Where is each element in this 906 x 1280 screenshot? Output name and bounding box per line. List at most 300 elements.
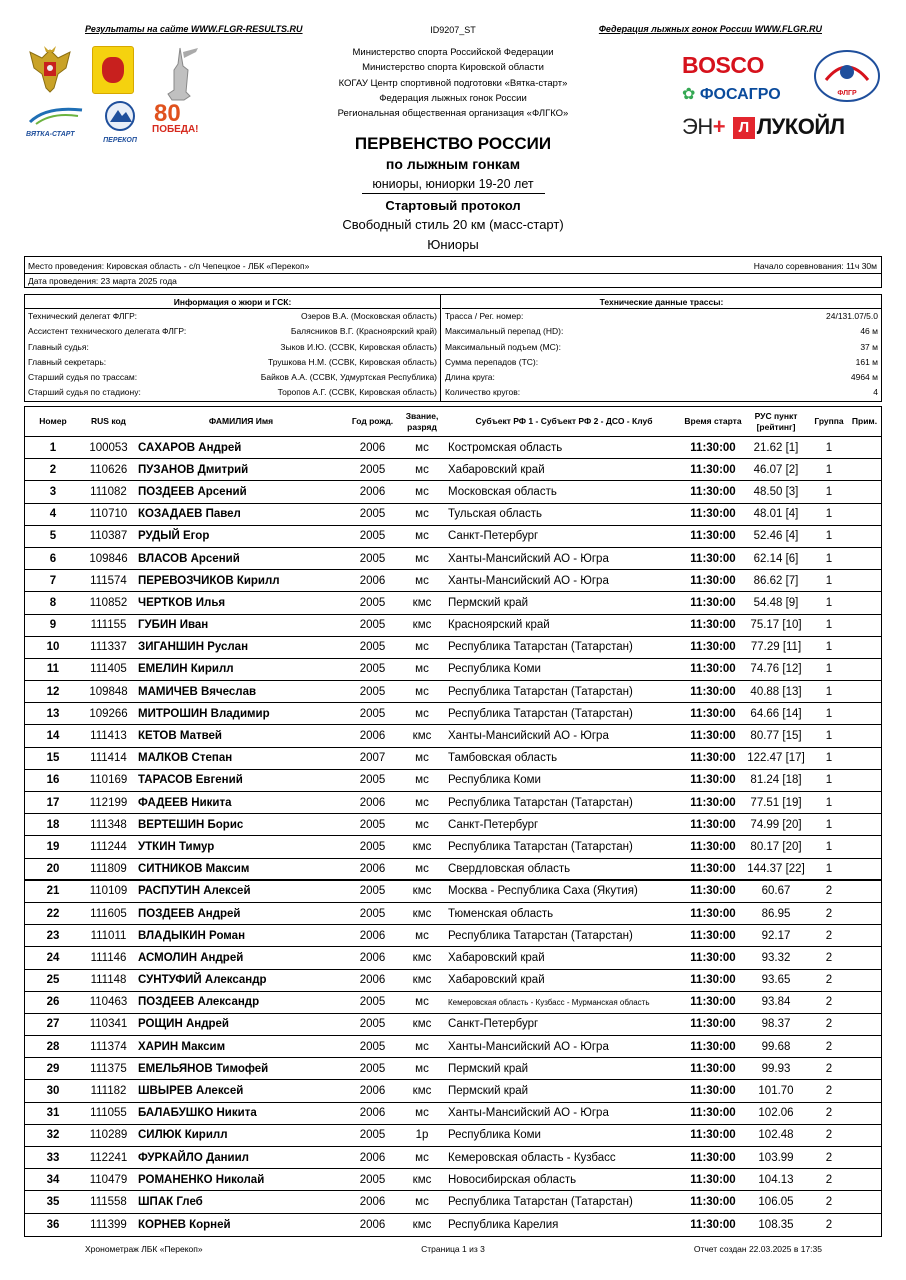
track-label: Максимальный перепад (HD): (445, 326, 564, 337)
birth-year-cell: 2005 (359, 1173, 386, 1186)
header-time: Время старта (684, 416, 742, 426)
bib-number-cell: 6 (49, 552, 57, 565)
start-group-cell: 2 (825, 1151, 833, 1164)
birth-year-cell: 2006 (359, 1218, 386, 1231)
start-group-cell: 1 (825, 663, 833, 676)
athlete-name-cell: РУДЫЙ Егор (138, 530, 210, 543)
rus-code-cell: 111055 (90, 1107, 127, 1120)
rus-points-cell: 80.77 [15] (750, 730, 802, 743)
start-group-cell: 2 (825, 1040, 833, 1053)
birth-year-cell: 2005 (359, 685, 386, 698)
organizer-line: Федерация лыжных гонок России (379, 92, 527, 104)
birth-year-cell: 2006 (359, 730, 386, 743)
birth-year-cell: 2006 (359, 574, 386, 587)
protocol-title: Стартовый протокол (385, 198, 521, 213)
start-group-cell: 2 (825, 929, 833, 942)
rus-points-cell: 101.70 (758, 1085, 794, 1098)
rus-code-cell: 111244 (90, 840, 127, 853)
birth-year-cell: 2006 (359, 862, 386, 875)
region-club-cell: Ханты-Мансийский АО - Югра (448, 574, 609, 587)
header-year: Год рожд. (351, 416, 394, 426)
athlete-name-cell: МАМИЧЕВ Вячеслав (138, 685, 257, 698)
start-group-cell: 2 (825, 996, 833, 1009)
rus-code-cell: 109266 (89, 707, 128, 720)
sport-rank-cell: кмс (412, 1018, 432, 1031)
birth-year-cell: 2005 (359, 596, 386, 609)
track-value: 4 (873, 387, 878, 398)
rus-points-cell: 62.14 [6] (753, 552, 799, 565)
sport-rank-cell: мс (415, 996, 429, 1009)
region-club-cell: Республика Татарстан (Татарстан) (448, 796, 633, 809)
region-club-cell: Республика Татарстан (Татарстан) (448, 840, 633, 853)
region-club-cell: Ханты-Мансийский АО - Югра (448, 1040, 609, 1053)
rus-points-cell: 46.07 [2] (753, 463, 799, 476)
rus-code-cell: 111374 (90, 1040, 127, 1053)
start-time-cell: 11:30:00 (690, 929, 736, 942)
athlete-name-cell: СИТНИКОВ Максим (138, 862, 250, 875)
start-time-cell: 11:30:00 (690, 530, 736, 543)
rus-points-cell: 75.17 [10] (750, 619, 802, 632)
athlete-name-cell: ШВЫРЕВ Алексей (138, 1085, 244, 1098)
bib-number-cell: 21 (46, 885, 60, 898)
rus-code-cell: 111399 (90, 1218, 127, 1231)
track-label: Длина круга: (445, 372, 495, 383)
header-rus: RUS код (91, 416, 126, 426)
bib-number-cell: 22 (46, 907, 60, 920)
athlete-name-cell: ПОЗДЕЕВ Андрей (138, 907, 241, 920)
jury-label: Главный судья: (28, 341, 89, 352)
jury-track-info (24, 294, 882, 402)
rus-code-cell: 110169 (89, 774, 128, 787)
rus-code-cell: 112199 (89, 796, 128, 809)
sport-rank-cell: кмс (412, 619, 432, 632)
jury-value: Балясников В.Г. (Красноярский край) (290, 326, 437, 337)
sport-rank-cell: мс (415, 530, 429, 543)
track-value: 37 м (860, 341, 878, 352)
start-group-cell: 2 (825, 1218, 833, 1231)
discipline-title: Свободный стиль 20 км (масс-старт) (342, 217, 564, 232)
table-row (25, 1169, 881, 1191)
track-value: 46 м (860, 326, 878, 337)
region-club-cell: Москва - Республика Саха (Якутия) (448, 885, 638, 898)
vyatka-label: ВЯТКА-СТАРТ (26, 131, 75, 138)
athlete-name-cell: ХАРИН Максим (138, 1040, 226, 1053)
athlete-name-cell: РОЩИН Андрей (138, 1018, 229, 1031)
bib-number-cell: 36 (46, 1218, 60, 1231)
sport-rank-cell: 1р (415, 1129, 429, 1142)
start-time-cell: 11:30:00 (690, 885, 736, 898)
birth-year-cell: 2006 (359, 485, 386, 498)
header-region: Субъект РФ 1 - Субъект РФ 2 - ДСО - Клуб (475, 416, 653, 426)
region-club-cell: Санкт-Петербург (448, 818, 539, 831)
rus-code-cell: 110852 (89, 596, 128, 609)
start-group-cell: 1 (825, 707, 833, 720)
venue-date: Дата проведения: 23 марта 2025 года (28, 276, 177, 286)
rus-points-cell: 77.51 [19] (750, 796, 802, 809)
table-row (25, 792, 881, 814)
bosco-logo: BOSCO (682, 52, 764, 78)
rus-points-cell: 80.17 [20] (750, 840, 802, 853)
birth-year-cell: 2005 (359, 552, 386, 565)
athlete-name-cell: ФАДЕЕВ Никита (138, 796, 232, 809)
rus-code-cell: 111155 (90, 619, 127, 632)
header-points: РУС пункт [рейтинг] (754, 410, 798, 432)
region-club-cell: Республика Коми (448, 663, 541, 676)
rus-points-cell: 106.05 (758, 1195, 794, 1208)
start-time-cell: 11:30:00 (690, 596, 736, 609)
athlete-name-cell: РОМАНЕНКО Николай (138, 1173, 265, 1186)
track-label: Количество кругов: (445, 387, 521, 398)
rus-points-cell: 93.65 (761, 974, 791, 987)
region-club-cell: Хабаровский край (448, 463, 545, 476)
region-club-cell: Тамбовская область (448, 752, 558, 765)
track-row (442, 324, 881, 339)
table-row (25, 725, 881, 747)
jury-row (25, 340, 440, 355)
rus-code-cell: 111809 (90, 862, 127, 875)
rus-points-cell: 122.47 [17] (747, 752, 805, 765)
region-club-cell: Республика Коми (448, 774, 541, 787)
athlete-name-cell: ВЛАДЫКИН Роман (138, 929, 246, 942)
footer-page-number: Страница 1 из 3 (421, 1244, 485, 1254)
birth-year-cell: 2005 (359, 1040, 386, 1053)
sport-rank-cell: кмс (412, 907, 432, 920)
region-club-cell: Ханты-Мансийский АО - Югра (448, 730, 609, 743)
rus-code-cell: 110109 (89, 885, 128, 898)
start-time-cell: 11:30:00 (690, 730, 736, 743)
document-id: ID9207_ST (430, 25, 476, 35)
birth-year-cell: 2005 (359, 1062, 386, 1075)
rus-code-cell: 111375 (90, 1062, 127, 1075)
header-rank: Звание, разряд (405, 410, 439, 432)
rus-code-cell: 110463 (89, 996, 128, 1009)
table-row (25, 947, 881, 969)
birth-year-cell: 2005 (359, 1018, 386, 1031)
athlete-name-cell: ВЛАСОВ Арсений (138, 552, 240, 565)
rus-points-cell: 74.99 [20] (750, 818, 802, 831)
bib-number-cell: 26 (46, 996, 60, 1009)
athlete-name-cell: ЗИГАНШИН Руслан (138, 641, 249, 654)
start-time-cell: 11:30:00 (690, 951, 736, 964)
start-time-cell: 11:30:00 (690, 1218, 736, 1231)
table-row (25, 703, 881, 725)
start-group-cell: 2 (825, 1173, 833, 1186)
start-group-cell: 2 (825, 1018, 833, 1031)
sport-rank-cell: мс (415, 1107, 429, 1120)
rus-code-cell: 110479 (89, 1173, 128, 1186)
rus-code-cell: 109846 (89, 552, 128, 565)
start-group-cell: 2 (825, 951, 833, 964)
region-club-cell: Санкт-Петербург (448, 530, 539, 543)
table-row (25, 481, 881, 503)
region-club-cell: Новосибирская область (448, 1173, 577, 1186)
track-row (442, 355, 881, 370)
jury-row (25, 324, 440, 339)
bib-number-cell: 13 (46, 707, 60, 720)
sport-rank-cell: кмс (412, 840, 432, 853)
rus-points-cell: 99.68 (761, 1040, 791, 1053)
bib-number-cell: 32 (46, 1129, 60, 1142)
jury-value: Торопов А.Г. (ССВК, Кировская область) (277, 387, 437, 398)
table-row (25, 1058, 881, 1080)
sport-rank-cell: мс (415, 774, 429, 787)
track-value: 161 м (855, 356, 878, 367)
sport-rank-cell: мс (415, 929, 429, 942)
birth-year-cell: 2005 (359, 663, 386, 676)
sport-rank-cell: кмс (412, 730, 432, 743)
bib-number-cell: 35 (46, 1195, 60, 1208)
athlete-name-cell: КОРНЕВ Корней (138, 1218, 231, 1231)
start-group-cell: 2 (825, 1085, 833, 1098)
start-time-cell: 11:30:00 (690, 907, 736, 920)
track-row (442, 385, 881, 400)
rus-points-cell: 102.06 (758, 1107, 794, 1120)
table-row (25, 992, 881, 1014)
rus-code-cell: 110289 (89, 1129, 128, 1142)
table-row (25, 1147, 881, 1169)
birth-year-cell: 2005 (359, 463, 386, 476)
rus-code-cell: 111574 (90, 574, 127, 587)
athlete-name-cell: КЕТОВ Матвей (138, 730, 223, 743)
sport-rank-cell: кмс (412, 885, 432, 898)
sport-rank-cell: мс (415, 485, 429, 498)
federation-site-link[interactable]: Федерация лыжных гонок России WWW.FLGR.RU (598, 24, 822, 34)
start-group-cell: 1 (825, 619, 833, 632)
start-time-cell: 11:30:00 (690, 996, 736, 1009)
rus-points-cell: 21.62 [1] (753, 441, 799, 454)
athlete-name-cell: ЧЕРТКОВ Илья (138, 596, 226, 609)
bib-number-cell: 24 (46, 951, 60, 964)
table-row (25, 1214, 881, 1236)
jury-row (25, 309, 440, 324)
track-row (442, 340, 881, 355)
jury-row (25, 355, 440, 370)
rus-code-cell: 111011 (90, 929, 127, 942)
start-group-cell: 2 (825, 1107, 833, 1120)
flgr-logo (812, 48, 882, 104)
rus-code-cell: 111348 (90, 818, 127, 831)
birth-year-cell: 2005 (359, 619, 386, 632)
table-row (25, 970, 881, 992)
birth-year-cell: 2005 (359, 508, 386, 521)
venue-start-time: Начало соревнования: 11ч 30м (753, 261, 877, 271)
table-row (25, 570, 881, 592)
start-time-cell: 11:30:00 (690, 752, 736, 765)
organizer-line: Министерство спорта Кировской области (362, 62, 544, 74)
start-group-cell: 1 (825, 552, 833, 565)
region-club-cell: Московская область (448, 485, 557, 498)
table-row (25, 659, 881, 681)
start-time-cell: 11:30:00 (690, 796, 736, 809)
table-row (25, 881, 881, 903)
lukoil-logo: ЛУКОЙЛ (756, 114, 845, 139)
region-club-cell: Кемеровская область - Кузбасс - Мурманская область (448, 997, 650, 1007)
rus-code-cell: 110626 (89, 463, 128, 476)
birth-year-cell: 2005 (359, 774, 386, 787)
athlete-name-cell: МАЛКОВ Степан (138, 752, 233, 765)
sport-rank-cell: мс (415, 1151, 429, 1164)
rus-points-cell: 144.37 [22] (747, 862, 805, 875)
event-title: ПЕРВЕНСТВО РОССИИ (354, 134, 552, 153)
birth-year-cell: 2006 (359, 974, 386, 987)
region-club-cell: Республика Татарстан (Татарстан) (448, 707, 633, 720)
track-value: 24/131.07/5.0 (826, 311, 878, 321)
region-club-cell: Красноярский край (448, 619, 550, 632)
rus-code-cell: 110341 (89, 1018, 128, 1031)
track-row (442, 370, 881, 385)
rus-points-cell: 86.95 (761, 907, 791, 920)
start-time-cell: 11:30:00 (690, 862, 736, 875)
birth-year-cell: 2005 (359, 885, 386, 898)
athlete-name-cell: АСМОЛИН Андрей (138, 951, 244, 964)
rus-points-cell: 81.24 [18] (750, 774, 802, 787)
sport-rank-cell: мс (415, 641, 429, 654)
region-club-cell: Республика Коми (448, 1129, 541, 1142)
athlete-name-cell: ТАРАСОВ Евгений (138, 774, 243, 787)
table-row (25, 615, 881, 637)
table-row (25, 814, 881, 836)
organizer-line: Министерство спорта Российской Федерации (352, 47, 554, 58)
lukoil-mark-icon: Л (733, 117, 755, 139)
age-category: юниоры, юниорки 19-20 лет (372, 177, 534, 191)
rus-points-cell: 77.29 [11] (750, 641, 802, 654)
sport-rank-cell: мс (415, 796, 429, 809)
sport-rank-cell: мс (415, 685, 429, 698)
birth-year-cell: 2006 (359, 1085, 386, 1098)
rus-points-cell: 54.48 [9] (753, 596, 799, 609)
rus-points-cell: 64.66 [14] (750, 707, 802, 720)
sport-rank-cell: кмс (412, 1085, 432, 1098)
birth-year-cell: 2006 (359, 796, 386, 809)
region-club-cell: Хабаровский край (448, 974, 545, 987)
bib-number-cell: 23 (46, 929, 60, 942)
start-time-cell: 11:30:00 (690, 1151, 736, 1164)
start-time-cell: 11:30:00 (690, 1107, 736, 1120)
header-name: ФАМИЛИЯ Имя (208, 416, 274, 426)
rus-code-cell: 111148 (90, 974, 127, 987)
sport-rank-cell: мс (415, 862, 429, 875)
start-group-cell: 2 (825, 974, 833, 987)
start-group-cell: 1 (825, 840, 833, 853)
region-club-cell: Тюменская область (448, 907, 554, 920)
sport-rank-cell: мс (415, 574, 429, 587)
birth-year-cell: 2006 (359, 929, 386, 942)
region-club-cell: Тульская область (448, 508, 543, 521)
table-row (25, 526, 881, 548)
rus-code-cell: 111414 (90, 752, 127, 765)
start-group-cell: 1 (825, 641, 833, 654)
rus-points-cell: 99.93 (761, 1062, 791, 1075)
start-group-cell: 1 (825, 730, 833, 743)
jury-value: Трушкова Н.М. (ССВК, Кировская область) (268, 356, 437, 367)
jury-column (25, 295, 441, 401)
start-group-cell: 1 (825, 774, 833, 787)
table-row (25, 637, 881, 659)
start-time-cell: 11:30:00 (690, 774, 736, 787)
athlete-name-cell: КОЗАДАЕВ Павел (138, 508, 241, 521)
jury-header: Информация о жюри и ГСК: (25, 295, 440, 309)
birth-year-cell: 2005 (359, 996, 386, 1009)
start-time-cell: 11:30:00 (690, 485, 736, 498)
athlete-name-cell: РАСПУТИН Алексей (138, 885, 251, 898)
table-row (25, 504, 881, 526)
start-time-cell: 11:30:00 (690, 463, 736, 476)
start-group-cell: 1 (825, 862, 833, 875)
table-row (25, 859, 881, 881)
rus-code-cell: 111146 (90, 951, 127, 964)
start-group-cell: 1 (825, 574, 833, 587)
bib-number-cell: 29 (46, 1062, 60, 1075)
sport-rank-cell: мс (415, 707, 429, 720)
track-label: Сумма перепадов (ТС): (445, 356, 539, 367)
victory-80-logo (150, 44, 208, 140)
header-note: Прим. (851, 416, 878, 426)
rus-code-cell: 100053 (89, 441, 128, 454)
rus-points-cell: 92.17 (761, 929, 791, 942)
athlete-name-cell: УТКИН Тимур (138, 840, 215, 853)
bib-number-cell: 7 (49, 574, 57, 587)
birth-year-cell: 2007 (359, 752, 386, 765)
start-group-cell: 2 (825, 907, 833, 920)
table-row (25, 681, 881, 703)
birth-year-cell: 2005 (359, 818, 386, 831)
start-time-cell: 11:30:00 (690, 1195, 736, 1208)
sport-rank-cell: мс (415, 508, 429, 521)
table-row (25, 770, 881, 792)
start-time-cell: 11:30:00 (690, 1040, 736, 1053)
perekop-label: ПЕРЕКОП (103, 137, 137, 144)
track-header: Технические данные трассы: (442, 295, 881, 309)
sport-rank-cell: кмс (412, 1218, 432, 1231)
bib-number-cell: 12 (46, 685, 60, 698)
jury-label: Старший судья по стадиону: (28, 387, 141, 398)
athlete-name-cell: ПУЗАНОВ Дмитрий (138, 463, 249, 476)
athlete-name-cell: ПОЗДЕЕВ Александр (138, 996, 260, 1009)
start-time-cell: 11:30:00 (690, 508, 736, 521)
start-time-cell: 11:30:00 (690, 619, 736, 632)
bib-number-cell: 5 (49, 530, 57, 543)
track-row (442, 309, 881, 324)
birth-year-cell: 2005 (359, 840, 386, 853)
rus-code-cell: 111558 (90, 1195, 127, 1208)
sport-rank-cell: кмс (412, 596, 432, 609)
region-club-cell: Хабаровский край (448, 951, 545, 964)
birth-year-cell: 2005 (359, 1129, 386, 1142)
table-row (25, 903, 881, 925)
organizer-line: Региональная общественная организация «ФЛГКО» (337, 108, 569, 120)
start-group-cell: 1 (825, 752, 833, 765)
region-club-cell: Республика Татарстан (Татарстан) (448, 685, 633, 698)
bib-number-cell: 4 (49, 508, 57, 521)
en-logo: ЭН (682, 114, 713, 139)
footer-timing: Хронометраж ЛБК «Перекоп» (85, 1244, 203, 1254)
venue-divider (25, 273, 881, 274)
sport-rank-cell: мс (415, 463, 429, 476)
rus-code-cell: 111337 (90, 641, 127, 654)
jury-value: Зыков И.Ю. (ССВК, Кировская область) (280, 341, 437, 352)
kirov-region-logo (92, 46, 134, 94)
results-site-link[interactable]: Результаты на сайте WWW.FLGR-RESULTS.RU (85, 24, 303, 34)
athlete-name-cell: СИЛЮК Кирилл (138, 1129, 228, 1142)
footer-report-created: Отчет создан 22.03.2025 в 17:35 (693, 1244, 822, 1254)
region-club-cell: Санкт-Петербург (448, 1018, 539, 1031)
jury-value: Байков А.А. (ССВК, Удмуртская Республика) (260, 372, 437, 383)
rus-code-cell: 111605 (90, 907, 127, 920)
table-row (25, 1191, 881, 1213)
birth-year-cell: 2006 (359, 1107, 386, 1120)
start-time-cell: 11:30:00 (690, 1173, 736, 1186)
table-row (25, 748, 881, 770)
